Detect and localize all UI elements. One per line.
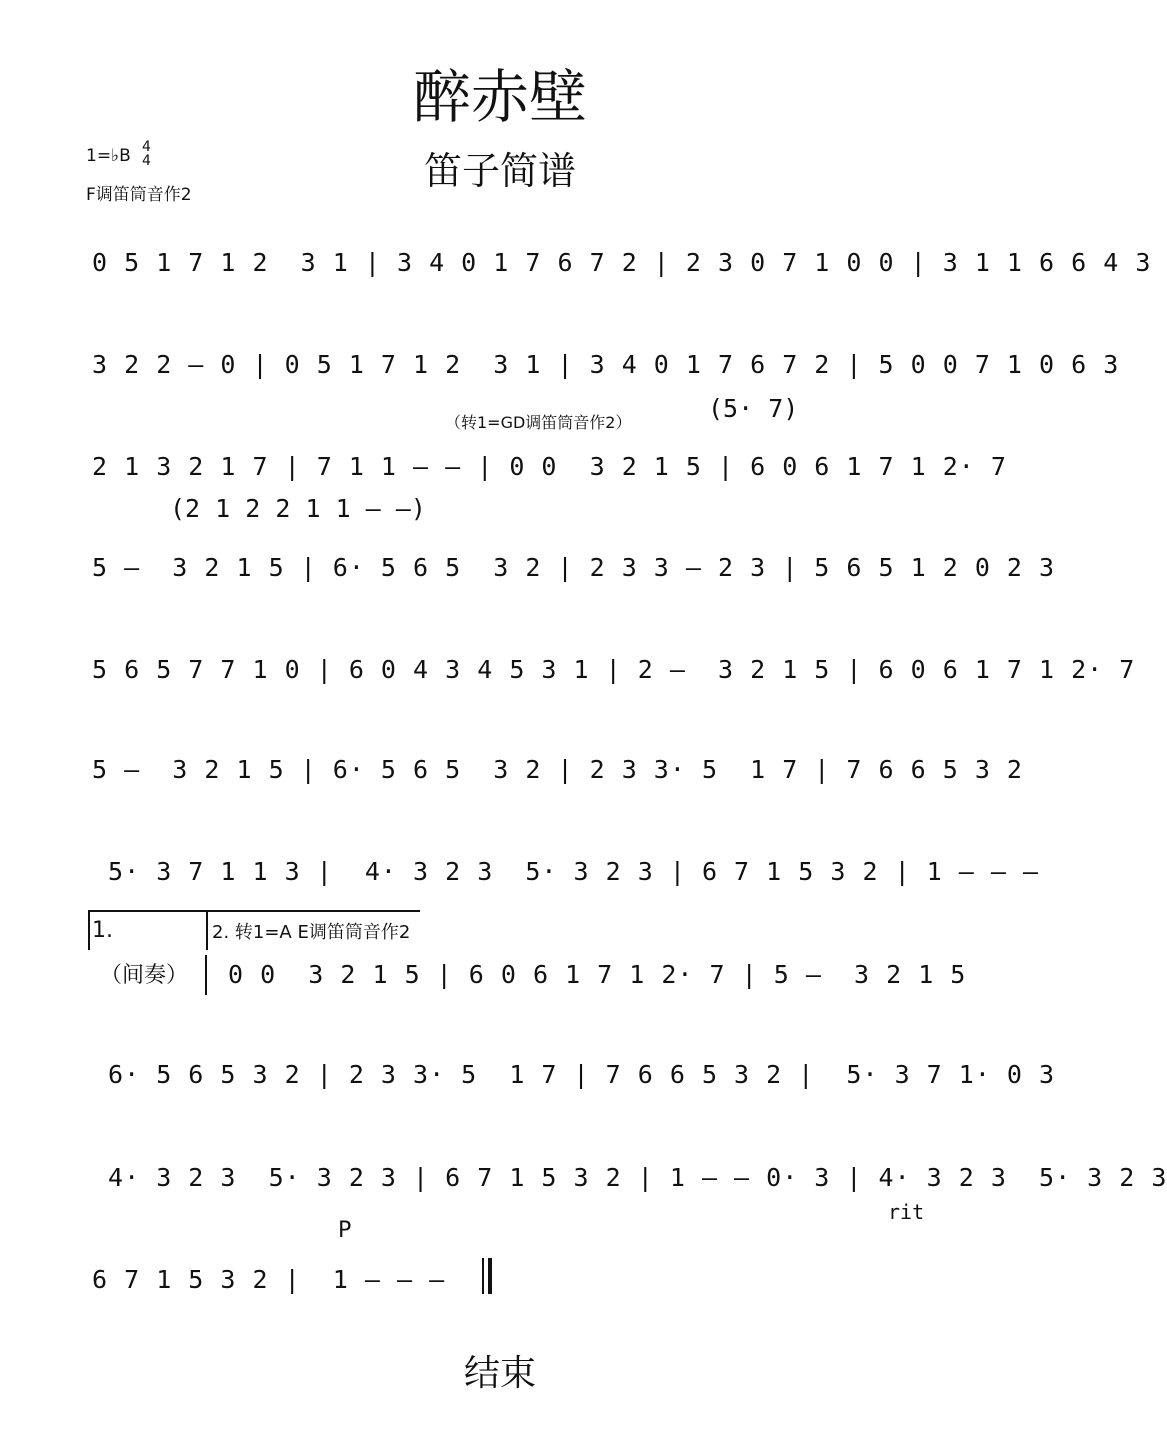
notation-line-2: 3 2 2 — 0 | 0 5 1 7 1 2 3 1 | 3 4 0 1 7 6 7 2 | 5 0 0 7 1 0 6 3: [92, 350, 1120, 379]
score-subtitle: 笛子简谱: [423, 149, 576, 193]
notation-line-6: 5 — 3 2 1 5 | 6· 5 6 5 3 2 | 2 3 3· 5 1 7 | 7 6 6 5 3 2: [92, 755, 1023, 784]
flute-fingering: F调笛筒音作2: [86, 185, 192, 205]
key-signature: 1=♭B: [86, 146, 131, 166]
notation-line-4: 5 — 3 2 1 5 | 6· 5 6 5 3 2 | 2 3 3 — 2 3 | 5 6 5 1 2 0 2 3: [92, 553, 1056, 582]
final-barline-thin: [482, 1258, 484, 1294]
alt-notes-line-3: (2 1 2 2 1 1 — —): [170, 494, 426, 523]
repeat-barline: [205, 955, 207, 995]
notation-line-1: 0 5 1 7 1 2 3 1 | 3 4 0 1 7 6 7 2 | 2 3 0 7 1 0 0 | 3 1 1 6 6 4 3: [92, 248, 1152, 277]
notation-line-7: 5· 3 7 1 1 3 | 4· 3 2 3 5· 3 2 3 | 6 7 1 5 3 2 | 1 — — —: [92, 857, 1040, 886]
notation-line-9: 6· 5 6 5 3 2 | 2 3 3· 5 1 7 | 7 6 6 5 3 2 | 5· 3 7 1· 0 3: [92, 1060, 1056, 1089]
score-title: 醉赤壁: [412, 63, 587, 131]
time-signature: [142, 140, 151, 168]
notation-line-3: 2 1 3 2 1 7 | 7 1 1 — — | 0 0 3 2 1 5 | 6 0 6 1 7 1 2· 7: [92, 452, 1007, 481]
ending-label: 结束: [463, 1353, 536, 1394]
time-signature-bottom: 4: [142, 153, 151, 169]
notation-line-10: 4· 3 2 3 5· 3 2 3 | 6 7 1 5 3 2 | 1 — — 0· 3 | 4· 3 2 3 5· 3 2 3: [92, 1163, 1167, 1192]
volta-1-label: 1.: [92, 918, 113, 943]
notation-line-5: 5 6 5 7 7 1 0 | 6 0 4 3 4 5 3 1 | 2 — 3 2 1 5 | 6 0 6 1 7 1 2· 7: [92, 655, 1136, 684]
time-signature-top: 4: [142, 139, 151, 155]
key-change-annotation: （转1=GD调笛筒音作2）: [445, 413, 632, 432]
alt-notes-line-2: (5· 7): [708, 394, 799, 423]
notation-line-8: 0 0 3 2 1 5 | 6 0 6 1 7 1 2· 7 | 5 — 3 2 1 5: [228, 960, 967, 989]
final-barline-thick: [488, 1258, 492, 1294]
interlude-label: （间奏）: [100, 963, 189, 988]
dynamic-marking: P: [338, 1218, 352, 1243]
ritardando-marking: rit: [888, 1200, 925, 1224]
notation-line-11: 6 7 1 5 3 2 | 1 — — —: [92, 1265, 446, 1294]
volta-2-label: 2. 转1=A E调笛筒音作2: [212, 922, 411, 943]
